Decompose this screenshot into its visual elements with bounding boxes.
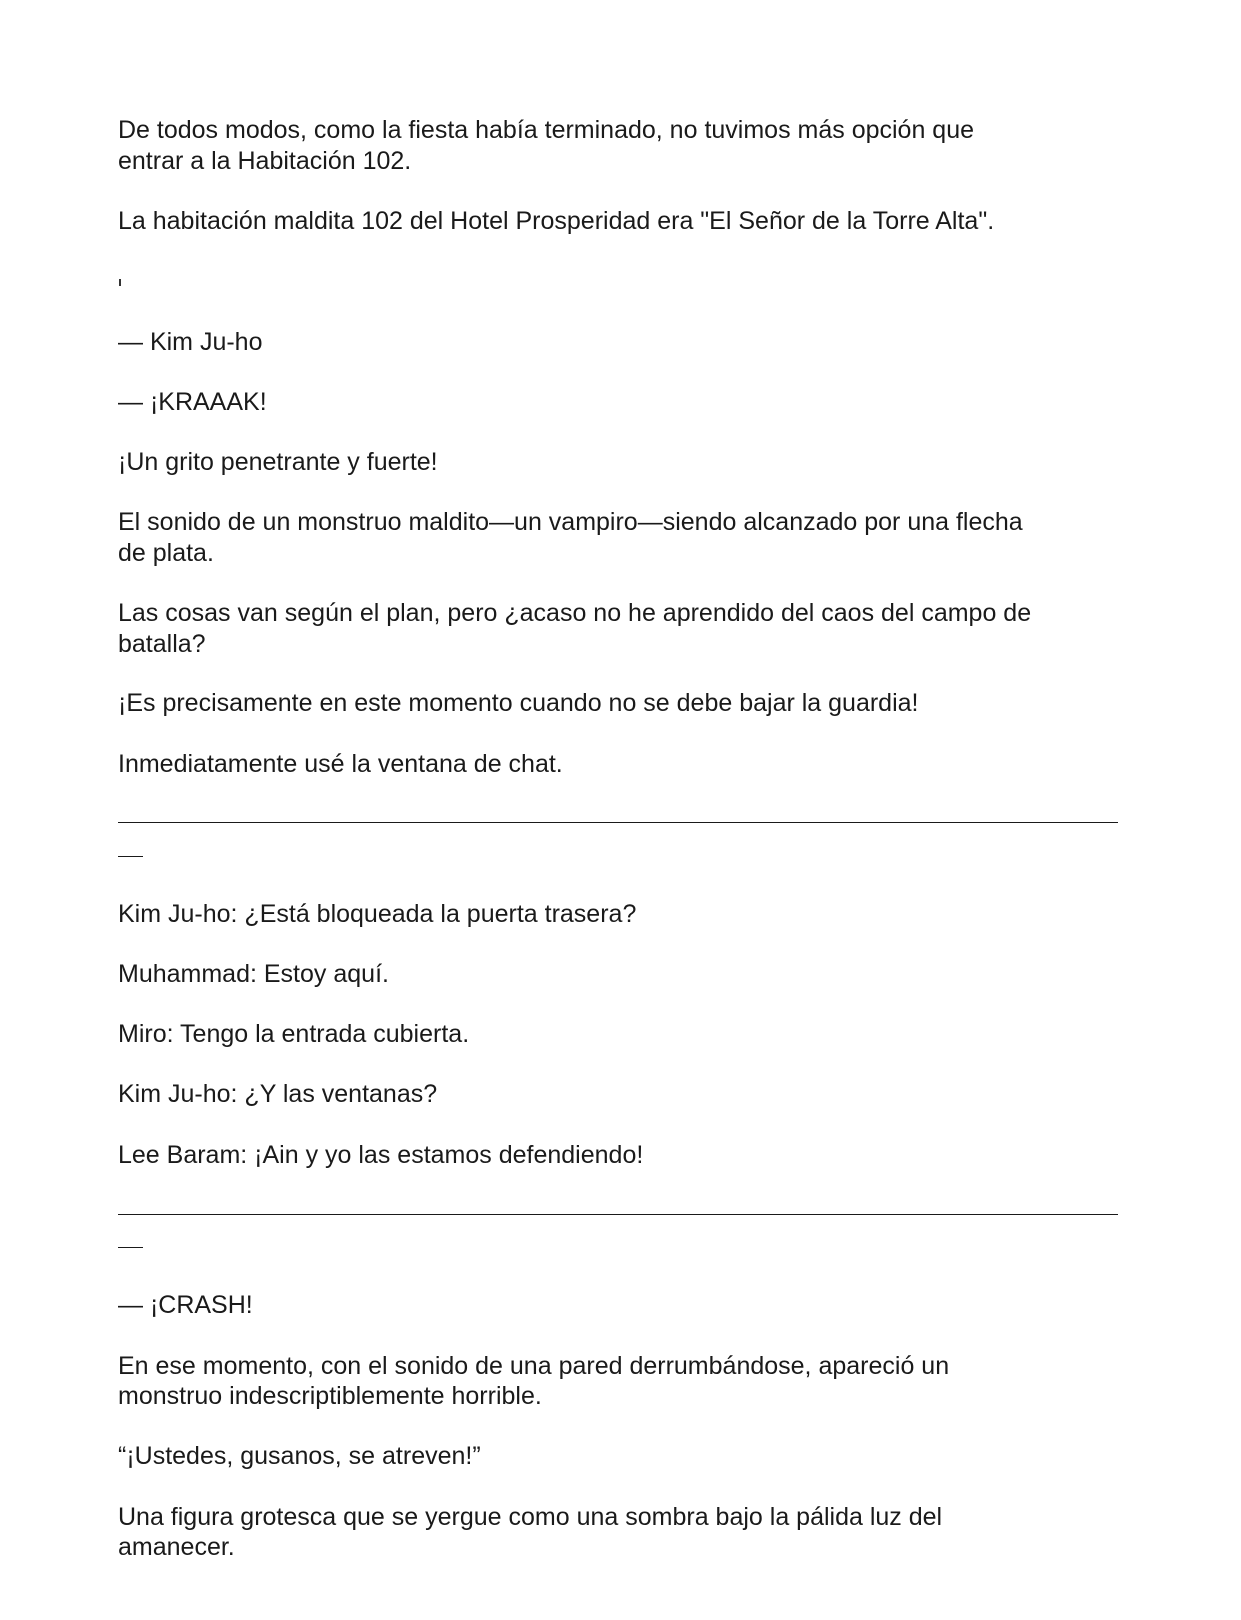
- chat-line: Kim Ju-ho: ¿Está bloqueada la puerta trasera?: [118, 900, 637, 928]
- paragraph-line: Las cosas van según el plan, pero ¿acaso no he aprendido del caos del campo de: [118, 599, 1032, 627]
- separator-rule-tail: [118, 856, 143, 857]
- paragraph-line: “¡Ustedes, gusanos, se atreven!”: [118, 1442, 481, 1470]
- paragraph-line: Inmediatamente usé la ventana de chat.: [118, 750, 563, 778]
- chat-line: Lee Baram: ¡Ain y yo las estamos defendiendo!: [118, 1141, 644, 1169]
- paragraph-line: ¡Un grito penetrante y fuerte!: [118, 448, 438, 476]
- stray-mark: [119, 279, 121, 286]
- paragraph-line: — Kim Ju-ho: [118, 328, 263, 356]
- paragraph-line: En ese momento, con el sonido de una pared derrumbándose, apareció un: [118, 1352, 950, 1380]
- paragraph-line: Una figura grotesca que se yergue como una sombra bajo la pálida luz del: [118, 1503, 943, 1531]
- paragraph-line: — ¡KRAAAK!: [118, 388, 267, 416]
- chat-line: Kim Ju-ho: ¿Y las ventanas?: [118, 1080, 438, 1108]
- chat-line: Muhammad: Estoy aquí.: [118, 960, 389, 988]
- separator-rule: [118, 822, 1118, 823]
- separator-rule: [118, 1214, 1118, 1215]
- paragraph-line: La habitación maldita 102 del Hotel Prosperidad era "El Señor de la Torre Alta".: [118, 207, 995, 235]
- paragraph-line: ¡Es precisamente en este momento cuando no se debe bajar la guardia!: [118, 689, 919, 717]
- paragraph-line: amanecer.: [118, 1533, 235, 1561]
- paragraph-line: De todos modos, como la fiesta había terminado, no tuvimos más opción que: [118, 116, 975, 144]
- separator-rule-tail: [118, 1247, 143, 1248]
- paragraph-line: batalla?: [118, 630, 206, 658]
- paragraph-line: monstruo indescriptiblemente horrible.: [118, 1382, 542, 1410]
- chat-line: Miro: Tengo la entrada cubierta.: [118, 1020, 470, 1048]
- paragraph-line: El sonido de un monstruo maldito—un vampiro—siendo alcanzado por una flecha: [118, 508, 1023, 536]
- paragraph-line: — ¡CRASH!: [118, 1291, 253, 1319]
- paragraph-line: de plata.: [118, 539, 214, 567]
- paragraph-line: entrar a la Habitación 102.: [118, 147, 412, 175]
